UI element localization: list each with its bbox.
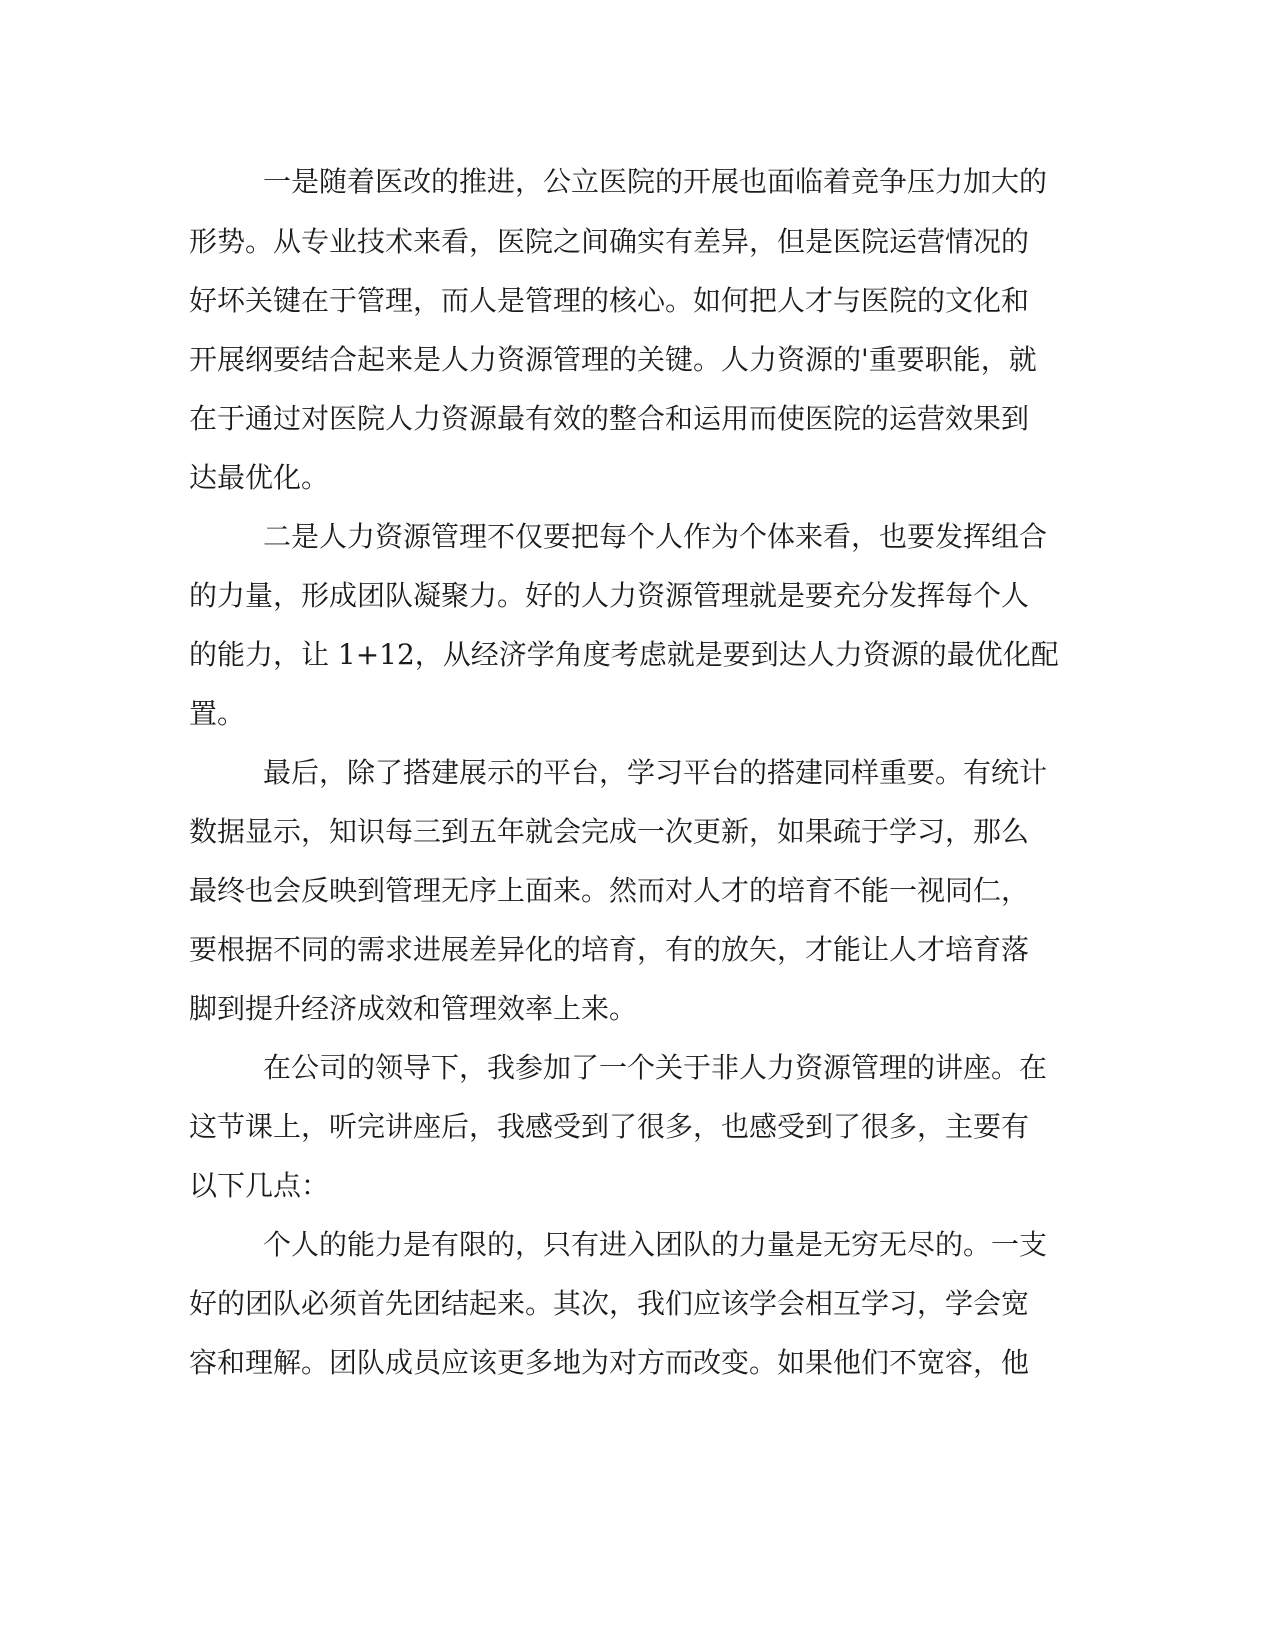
text-line: 在公司的领导下，我参加了一个关于非人力资源管理的讲座。在 (263, 1051, 1048, 1084)
text-line: 的力量，形成团队凝聚力。好的人力资源管理就是要充分发挥每个人 (189, 579, 1030, 612)
text-line: 二是人力资源管理不仅要把每个人作为个体来看，也要发挥组合 (263, 520, 1048, 553)
text-line: 脚到提升经济成效和管理效率上来。 (189, 992, 638, 1025)
text-line: 一是随着医改的推进，公立医院的开展也面临着竞争压力加大的 (263, 165, 1048, 198)
text-line: 开展纲要结合起来是人力资源管理的关键。人力资源的'重要职能，就 (189, 343, 1037, 376)
text-line: 置。 (189, 697, 246, 730)
text-line: 好的团队必须首先团结起来。其次，我们应该学会相互学习，学会宽 (189, 1287, 1030, 1320)
text-line: 最后，除了搭建展示的平台，学习平台的搭建同样重要。有统计 (263, 756, 1048, 789)
text-line: 在于通过对医院人力资源最有效的整合和运用而使医院的运营效果到 (189, 402, 1030, 435)
text-line: 的能力，让 1+12，从经济学角度考虑就是要到达人力资源的最优化配 (189, 638, 1059, 671)
text-line: 这节课上，听完讲座后，我感受到了很多，也感受到了很多，主要有 (189, 1110, 1030, 1143)
text-line: 要根据不同的需求进展差异化的培育，有的放矢，才能让人才培育落 (189, 933, 1030, 966)
text-line: 好坏关键在于管理，而人是管理的核心。如何把人才与医院的文化和 (189, 284, 1030, 317)
text-line: 容和理解。团队成员应该更多地为对方而改变。如果他们不宽容，他 (189, 1346, 1030, 1379)
text-line: 个人的能力是有限的，只有进入团队的力量是无穷无尽的。一支 (263, 1228, 1048, 1261)
text-line: 最终也会反映到管理无序上面来。然而对人才的培育不能一视同仁， (189, 874, 1030, 907)
text-line: 形势。从专业技术来看，医院之间确实有差异，但是医院运营情况的 (189, 225, 1030, 258)
text-line: 以下几点： (189, 1169, 330, 1202)
text-line: 数据显示，知识每三到五年就会完成一次更新，如果疏于学习，那么 (189, 815, 1030, 848)
text-line: 达最优化。 (189, 461, 330, 494)
